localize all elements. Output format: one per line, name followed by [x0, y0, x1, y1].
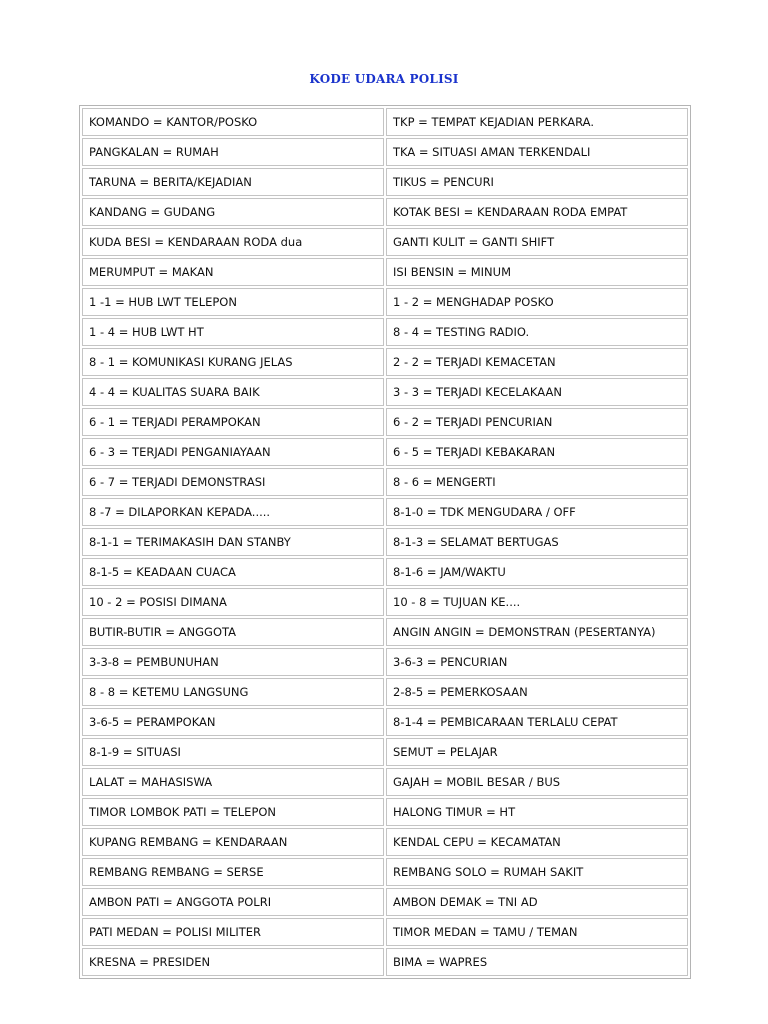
table-cell-right: KOTAK BESI = KENDARAAN RODA EMPAT: [386, 198, 688, 226]
table-row: [82, 168, 688, 196]
table-cell-right: ISI BENSIN = MINUM: [386, 258, 688, 286]
table-cell-left: TARUNA = BERITA/KEJADIAN: [82, 168, 384, 196]
table-cell-right: TIKUS = PENCURI: [386, 168, 688, 196]
table-cell-left: KRESNA = PRESIDEN: [82, 948, 384, 976]
table-cell-left: 8-1-5 = KEADAAN CUACA: [82, 558, 384, 586]
table-cell-right: BIMA = WAPRES: [386, 948, 688, 976]
table-row: [82, 138, 688, 166]
table-row: [82, 648, 688, 676]
table-cell-left: 6 - 7 = TERJADI DEMONSTRASI: [82, 468, 384, 496]
table-cell-right: GAJAH = MOBIL BESAR / BUS: [386, 768, 688, 796]
table-cell-left: 8-1-1 = TERIMAKASIH DAN STANBY: [82, 528, 384, 556]
table-row: [82, 888, 688, 916]
table-row: [82, 738, 688, 766]
table-row: [82, 798, 688, 826]
table-cell-left: 8 -7 = DILAPORKAN KEPADA.....: [82, 498, 384, 526]
table-row: [82, 468, 688, 496]
table-cell-right: AMBON DEMAK = TNI AD: [386, 888, 688, 916]
table-cell-right: 6 - 2 = TERJADI PENCURIAN: [386, 408, 688, 436]
table-row: [82, 618, 688, 646]
table-cell-left: TIMOR LOMBOK PATI = TELEPON: [82, 798, 384, 826]
table-cell-right: 8-1-6 = JAM/WAKTU: [386, 558, 688, 586]
table-cell-left: 3-6-5 = PERAMPOKAN: [82, 708, 384, 736]
table-cell-right: KENDAL CEPU = KECAMATAN: [386, 828, 688, 856]
table-cell-right: TKA = SITUASI AMAN TERKENDALI: [386, 138, 688, 166]
table-cell-left: PATI MEDAN = POLISI MILITER: [82, 918, 384, 946]
page-title: KODE UDARA POLISI: [309, 72, 459, 86]
table-cell-left: 1 -1 = HUB LWT TELEPON: [82, 288, 384, 316]
code-table: [79, 105, 691, 979]
table-cell-right: 8 - 6 = MENGERTI: [386, 468, 688, 496]
table-row: [82, 498, 688, 526]
table-row: [82, 528, 688, 556]
table-cell-left: KANDANG = GUDANG: [82, 198, 384, 226]
table-cell-right: TIMOR MEDAN = TAMU / TEMAN: [386, 918, 688, 946]
table-cell-right: 6 - 5 = TERJADI KEBAKARAN: [386, 438, 688, 466]
table-cell-left: KUPANG REMBANG = KENDARAAN: [82, 828, 384, 856]
table-row: [82, 408, 688, 436]
table-row: [82, 228, 688, 256]
table-cell-left: PANGKALAN = RUMAH: [82, 138, 384, 166]
table-cell-left: 3-3-8 = PEMBUNUHAN: [82, 648, 384, 676]
table-cell-right: TKP = TEMPAT KEJADIAN PERKARA.: [386, 108, 688, 136]
table-cell-left: LALAT = MAHASISWA: [82, 768, 384, 796]
table-cell-right: 8-1-4 = PEMBICARAAN TERLALU CEPAT: [386, 708, 688, 736]
table-cell-left: BUTIR-BUTIR = ANGGOTA: [82, 618, 384, 646]
table-cell-right: REMBANG SOLO = RUMAH SAKIT: [386, 858, 688, 886]
table-row: [82, 858, 688, 886]
table-cell-left: REMBANG REMBANG = SERSE: [82, 858, 384, 886]
table-cell-right: ANGIN ANGIN = DEMONSTRAN (PESERTANYA): [386, 618, 688, 646]
table-cell-left: AMBON PATI = ANGGOTA POLRI: [82, 888, 384, 916]
table-cell-right: SEMUT = PELAJAR: [386, 738, 688, 766]
table-row: [82, 258, 688, 286]
table-cell-right: 3-6-3 = PENCURIAN: [386, 648, 688, 676]
table-row: [82, 948, 688, 976]
table-cell-left: 8 - 1 = KOMUNIKASI KURANG JELAS: [82, 348, 384, 376]
table-cell-right: 10 - 8 = TUJUAN KE....: [386, 588, 688, 616]
table-cell-left: MERUMPUT = MAKAN: [82, 258, 384, 286]
table-cell-right: 2 - 2 = TERJADI KEMACETAN: [386, 348, 688, 376]
table-row: [82, 558, 688, 586]
table-row: [82, 318, 688, 346]
table-cell-left: KUDA BESI = KENDARAAN RODA dua: [82, 228, 384, 256]
table-cell-left: 6 - 3 = TERJADI PENGANIAYAAN: [82, 438, 384, 466]
table-row: [82, 348, 688, 376]
table-cell-right: 2-8-5 = PEMERKOSAAN: [386, 678, 688, 706]
table-row: [82, 588, 688, 616]
table-cell-right: 8 - 4 = TESTING RADIO.: [386, 318, 688, 346]
table-row: [82, 438, 688, 466]
table-cell-left: 4 - 4 = KUALITAS SUARA BAIK: [82, 378, 384, 406]
table-row: [82, 678, 688, 706]
table-row: [82, 108, 688, 136]
table-row: [82, 918, 688, 946]
table-row: [82, 828, 688, 856]
table-cell-left: KOMANDO = KANTOR/POSKO: [82, 108, 384, 136]
table-cell-right: 3 - 3 = TERJADI KECELAKAAN: [386, 378, 688, 406]
table-row: [82, 708, 688, 736]
table-cell-right: GANTI KULIT = GANTI SHIFT: [386, 228, 688, 256]
table-row: [82, 288, 688, 316]
table-row: [82, 378, 688, 406]
table-row: [82, 198, 688, 226]
table-cell-left: 10 - 2 = POSISI DIMANA: [82, 588, 384, 616]
table-cell-right: 1 - 2 = MENGHADAP POSKO: [386, 288, 688, 316]
table-cell-right: HALONG TIMUR = HT: [386, 798, 688, 826]
table-cell-left: 6 - 1 = TERJADI PERAMPOKAN: [82, 408, 384, 436]
table-cell-right: 8-1-3 = SELAMAT BERTUGAS: [386, 528, 688, 556]
table-cell-left: 8 - 8 = KETEMU LANGSUNG: [82, 678, 384, 706]
table-row: [82, 768, 688, 796]
table-cell-left: 8-1-9 = SITUASI: [82, 738, 384, 766]
table-cell-left: 1 - 4 = HUB LWT HT: [82, 318, 384, 346]
code-table-body: [82, 108, 688, 976]
table-cell-right: 8-1-0 = TDK MENGUDARA / OFF: [386, 498, 688, 526]
